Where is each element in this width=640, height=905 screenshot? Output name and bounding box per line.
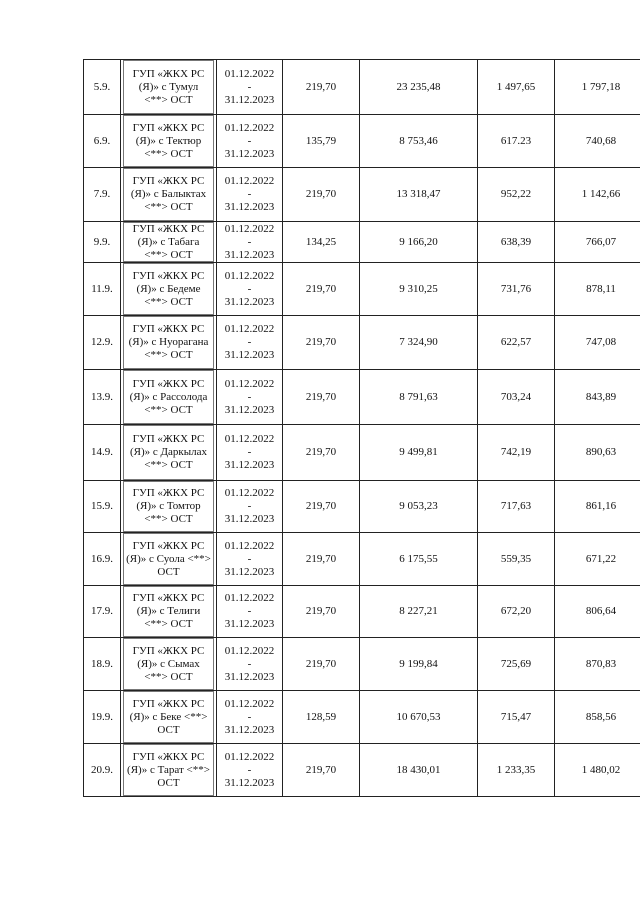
value-col-3: 638,39 bbox=[478, 222, 555, 263]
value-col-1: 219,70 bbox=[283, 744, 360, 797]
value-col-2: 8 791,63 bbox=[360, 370, 478, 425]
value-col-4: 766,07 bbox=[555, 222, 640, 263]
period-cell bbox=[217, 168, 283, 222]
period-dash: - bbox=[247, 80, 252, 93]
organization-name: ГУП «ЖКХ РС (Я)» с Табага <**> ОСТ bbox=[132, 222, 205, 261]
value-col-2: 10 670,53 bbox=[360, 691, 478, 744]
value-col-3: 952,22 bbox=[478, 168, 555, 222]
period-start: 01.12.2022 bbox=[224, 222, 275, 235]
period-start: 01.12.2022 bbox=[224, 323, 275, 335]
value-col-3: 617.23 bbox=[478, 115, 555, 168]
period-end: 31.12.2023 bbox=[224, 459, 275, 471]
value-col-2: 9 499,81 bbox=[360, 425, 478, 481]
organization-cell bbox=[121, 481, 217, 533]
value-col-2: 9 310,25 bbox=[360, 263, 478, 316]
period-start: 01.12.2022 bbox=[224, 697, 275, 710]
table-row bbox=[84, 60, 640, 115]
value-col-4: 671,22 bbox=[555, 533, 640, 586]
value-col-1: 219,70 bbox=[283, 586, 360, 638]
tariff-table bbox=[83, 59, 640, 797]
period-cell bbox=[217, 586, 283, 638]
row-number: 5.9. bbox=[84, 60, 121, 115]
row-number: 11.9. bbox=[84, 263, 121, 316]
row-number: 12.9. bbox=[84, 316, 121, 370]
value-col-2: 8 227,21 bbox=[360, 586, 478, 638]
value-col-1: 219,70 bbox=[283, 638, 360, 691]
row-number: 6.9. bbox=[84, 115, 121, 168]
period-end: 31.12.2023 bbox=[224, 513, 275, 525]
value-col-4: 861,16 bbox=[555, 481, 640, 533]
period-end: 31.12.2023 bbox=[224, 403, 275, 416]
organization-name: ГУП «ЖКХ РС (Я)» с Тектюр <**> ОСТ bbox=[132, 121, 205, 160]
table-body bbox=[84, 60, 640, 797]
value-col-3: 703,24 bbox=[478, 370, 555, 425]
row-number: 16.9. bbox=[84, 533, 121, 586]
organization-cell bbox=[121, 425, 217, 481]
organization-cell bbox=[121, 168, 217, 222]
organization-name: ГУП «ЖКХ РС (Я)» с Бедеме <**> ОСТ bbox=[132, 269, 205, 308]
value-col-3: 715,47 bbox=[478, 691, 555, 744]
value-col-3: 672,20 bbox=[478, 586, 555, 638]
period-cell bbox=[217, 638, 283, 691]
organization-cell bbox=[121, 263, 217, 316]
period-cell bbox=[217, 533, 283, 586]
period-dash: - bbox=[247, 710, 252, 723]
value-col-3: 731,76 bbox=[478, 263, 555, 316]
period-start: 01.12.2022 bbox=[224, 644, 275, 657]
period-dash: - bbox=[247, 763, 252, 776]
organization-cell bbox=[121, 586, 217, 638]
value-col-2: 6 175,55 bbox=[360, 533, 478, 586]
value-col-1: 219,70 bbox=[283, 425, 360, 481]
value-col-1: 219,70 bbox=[283, 370, 360, 425]
period-start: 01.12.2022 bbox=[224, 433, 275, 445]
table-row bbox=[84, 744, 640, 797]
organization-cell bbox=[121, 533, 217, 586]
period-cell bbox=[217, 115, 283, 168]
row-number: 15.9. bbox=[84, 481, 121, 533]
period-dash: - bbox=[247, 446, 252, 458]
value-col-3: 1 497,65 bbox=[478, 60, 555, 115]
value-col-4: 806,64 bbox=[555, 586, 640, 638]
value-col-2: 13 318,47 bbox=[360, 168, 478, 222]
table-row bbox=[84, 115, 640, 168]
row-number: 9.9. bbox=[84, 222, 121, 263]
value-col-1: 219,70 bbox=[283, 60, 360, 115]
period-start: 01.12.2022 bbox=[224, 487, 275, 499]
table-row bbox=[84, 586, 640, 638]
period-dash: - bbox=[247, 605, 252, 617]
table-row bbox=[84, 481, 640, 533]
period-start: 01.12.2022 bbox=[224, 121, 275, 134]
value-col-1: 219,70 bbox=[283, 168, 360, 222]
period-start: 01.12.2022 bbox=[224, 67, 275, 80]
period-end: 31.12.2023 bbox=[224, 723, 275, 736]
period-end: 31.12.2023 bbox=[224, 349, 275, 361]
period-dash: - bbox=[247, 390, 252, 403]
value-col-3: 1 233,35 bbox=[478, 744, 555, 797]
value-col-1: 219,70 bbox=[283, 481, 360, 533]
period-end: 31.12.2023 bbox=[224, 565, 275, 578]
period-dash: - bbox=[247, 552, 252, 565]
table-row bbox=[84, 425, 640, 481]
period-dash: - bbox=[247, 336, 252, 348]
value-col-4: 858,56 bbox=[555, 691, 640, 744]
organization-cell bbox=[121, 744, 217, 797]
period-end: 31.12.2023 bbox=[224, 93, 275, 106]
period-end: 31.12.2023 bbox=[224, 618, 275, 630]
value-col-4: 890,63 bbox=[555, 425, 640, 481]
period-cell bbox=[217, 316, 283, 370]
table-row bbox=[84, 263, 640, 316]
value-col-4: 870,83 bbox=[555, 638, 640, 691]
period-dash: - bbox=[247, 188, 252, 200]
organization-cell bbox=[121, 60, 217, 115]
period-dash: - bbox=[247, 500, 252, 512]
value-col-1: 128,59 bbox=[283, 691, 360, 744]
organization-cell bbox=[121, 370, 217, 425]
table-row bbox=[84, 316, 640, 370]
row-number: 18.9. bbox=[84, 638, 121, 691]
period-start: 01.12.2022 bbox=[224, 539, 275, 552]
organization-name: ГУП «ЖКХ РС (Я)» с Суола <**> ОСТ bbox=[126, 539, 211, 578]
period-end: 31.12.2023 bbox=[224, 248, 275, 261]
value-col-4: 1 797,18 bbox=[555, 60, 640, 115]
period-cell bbox=[217, 481, 283, 533]
period-cell bbox=[217, 425, 283, 481]
period-end: 31.12.2023 bbox=[224, 147, 275, 160]
organization-name: ГУП «ЖКХ РС (Я)» с Томтор <**> ОСТ bbox=[132, 487, 205, 525]
value-col-3: 742,19 bbox=[478, 425, 555, 481]
organization-name: ГУП «ЖКХ РС (Я)» с Даркылах <**> ОСТ bbox=[129, 433, 208, 471]
value-col-1: 134,25 bbox=[283, 222, 360, 263]
organization-name: ГУП «ЖКХ РС (Я)» с Рассолода <**> ОСТ bbox=[129, 377, 208, 416]
row-number: 20.9. bbox=[84, 744, 121, 797]
organization-name: ГУП «ЖКХ РС (Я)» с Тумул <**> ОСТ bbox=[132, 67, 205, 106]
organization-cell bbox=[121, 222, 217, 263]
value-col-4: 878,11 bbox=[555, 263, 640, 316]
value-col-3: 717,63 bbox=[478, 481, 555, 533]
period-start: 01.12.2022 bbox=[224, 377, 275, 390]
organization-cell bbox=[121, 316, 217, 370]
value-col-2: 18 430,01 bbox=[360, 744, 478, 797]
period-start: 01.12.2022 bbox=[224, 269, 275, 282]
period-end: 31.12.2023 bbox=[224, 295, 275, 308]
period-cell bbox=[217, 60, 283, 115]
period-cell bbox=[217, 370, 283, 425]
table-row bbox=[84, 691, 640, 744]
value-col-2: 7 324,90 bbox=[360, 316, 478, 370]
organization-name: ГУП «ЖКХ РС (Я)» с Нуорагана <**> ОСТ bbox=[128, 323, 209, 361]
table-row bbox=[84, 222, 640, 263]
table-row bbox=[84, 638, 640, 691]
value-col-1: 219,70 bbox=[283, 533, 360, 586]
row-number: 17.9. bbox=[84, 586, 121, 638]
table-row bbox=[84, 168, 640, 222]
period-start: 01.12.2022 bbox=[224, 175, 275, 187]
period-end: 31.12.2023 bbox=[224, 201, 275, 213]
value-col-4: 1 142,66 bbox=[555, 168, 640, 222]
period-dash: - bbox=[247, 657, 252, 670]
table-row bbox=[84, 533, 640, 586]
row-number: 7.9. bbox=[84, 168, 121, 222]
table-row bbox=[84, 370, 640, 425]
value-col-4: 1 480,02 bbox=[555, 744, 640, 797]
value-col-3: 559,35 bbox=[478, 533, 555, 586]
period-dash: - bbox=[247, 235, 252, 248]
value-col-4: 747,08 bbox=[555, 316, 640, 370]
organization-name: ГУП «ЖКХ РС (Я)» с Телиги <**> ОСТ bbox=[132, 592, 205, 630]
value-col-3: 622,57 bbox=[478, 316, 555, 370]
value-col-2: 23 235,48 bbox=[360, 60, 478, 115]
value-col-2: 9 166,20 bbox=[360, 222, 478, 263]
row-number: 13.9. bbox=[84, 370, 121, 425]
organization-cell bbox=[121, 691, 217, 744]
period-cell bbox=[217, 691, 283, 744]
period-start: 01.12.2022 bbox=[224, 592, 275, 604]
value-col-2: 9 199,84 bbox=[360, 638, 478, 691]
organization-cell bbox=[121, 115, 217, 168]
organization-name: ГУП «ЖКХ РС (Я)» с Сымах <**> ОСТ bbox=[132, 644, 205, 683]
organization-cell bbox=[121, 638, 217, 691]
organization-name: ГУП «ЖКХ РС (Я)» с Балыктах <**> ОСТ bbox=[130, 175, 207, 213]
value-col-1: 135,79 bbox=[283, 115, 360, 168]
period-start: 01.12.2022 bbox=[224, 750, 275, 763]
period-cell bbox=[217, 744, 283, 797]
period-end: 31.12.2023 bbox=[224, 776, 275, 789]
row-number: 19.9. bbox=[84, 691, 121, 744]
value-col-2: 9 053,23 bbox=[360, 481, 478, 533]
value-col-4: 843,89 bbox=[555, 370, 640, 425]
row-number: 14.9. bbox=[84, 425, 121, 481]
value-col-4: 740,68 bbox=[555, 115, 640, 168]
period-dash: - bbox=[247, 282, 252, 295]
value-col-1: 219,70 bbox=[283, 316, 360, 370]
value-col-2: 8 753,46 bbox=[360, 115, 478, 168]
period-cell bbox=[217, 222, 283, 263]
value-col-3: 725,69 bbox=[478, 638, 555, 691]
period-cell bbox=[217, 263, 283, 316]
organization-name: ГУП «ЖКХ РС (Я)» с Тарат <**> ОСТ bbox=[127, 750, 210, 789]
period-dash: - bbox=[247, 134, 252, 147]
organization-name: ГУП «ЖКХ РС (Я)» с Беке <**> ОСТ bbox=[129, 697, 208, 736]
period-end: 31.12.2023 bbox=[224, 670, 275, 683]
value-col-1: 219,70 bbox=[283, 263, 360, 316]
